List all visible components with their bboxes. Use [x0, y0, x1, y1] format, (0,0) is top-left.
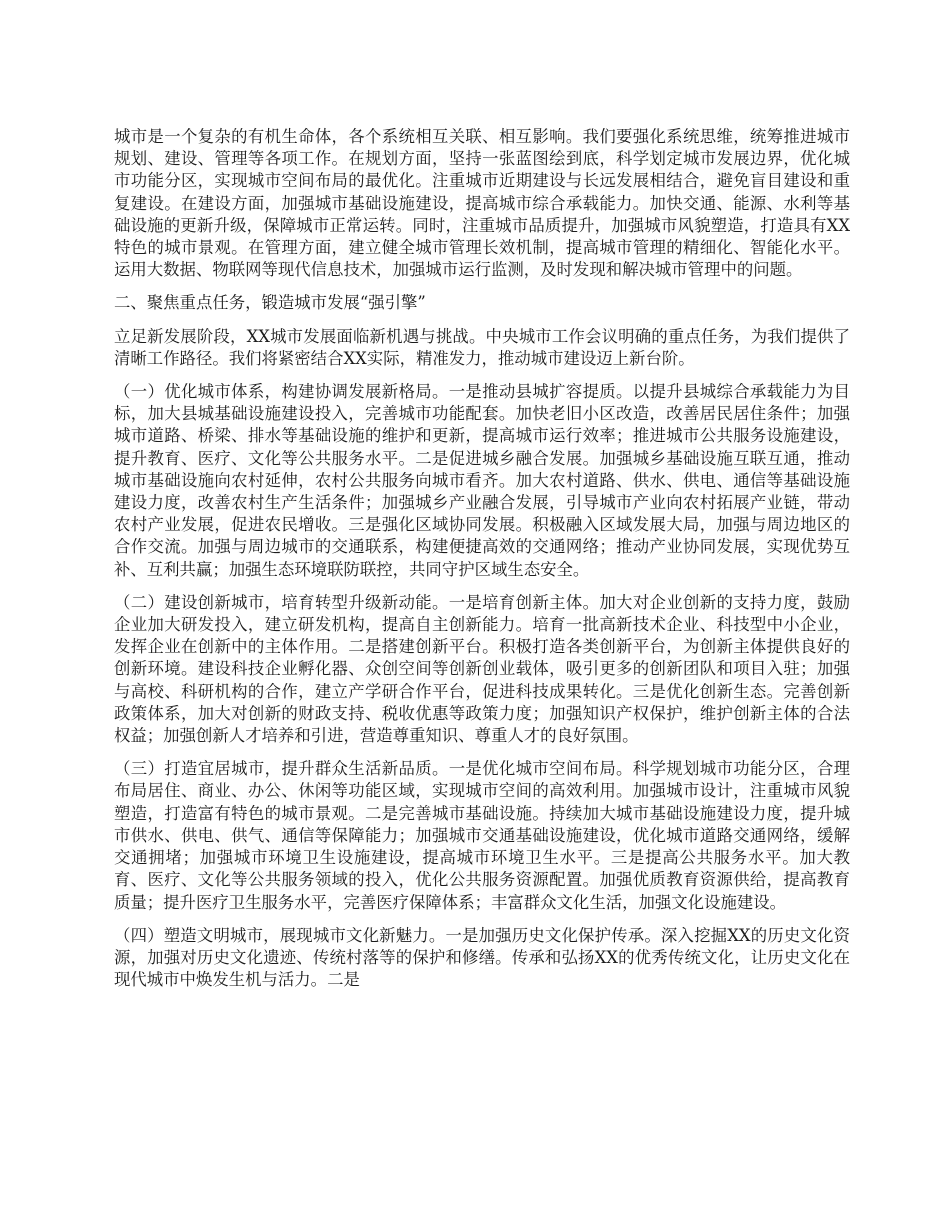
paragraph-city-system: 城市是一个复杂的有机生命体，各个系统相互关联、相互影响。我们要强化系统思维，统筹推进城市规划、建设、管理等各项工作。在规划方面，坚持一张蓝图绘到底，科学划定城市发展边界，优化城市功能分区，实现城市空间布局的最优化。注重城市近期建设与长远发展相结合，避免盲目建设和重复建设。在建设方面，加强城市基础设施建设，提高城市综合承载能力。加快交通、能源、水利等基础设施的更新升级，保障城市正常运转。同时，注重城市品质提升，加强城市风貌塑造，打造具有XX特色的城市景观。在管理方面，建立健全城市管理长效机制，提高城市管理的精细化、智能化水平。运用大数据、物联网等现代信息技术，加强城市运行监测，及时发现和解决城市管理中的问题。 — [114, 127, 850, 280]
section-heading-2: 二、聚焦重点任务，锻造城市发展“强引擎” — [114, 293, 426, 313]
paragraph-subsection-1: （一）优化城市体系，构建协调发展新格局。一是推动县城扩容提质。以提升县城综合承载能力为目标，加大县城基础设施建设投入，完善城市功能配套。加快老旧小区改造，改善居民居住条件；加强城市道路、桥梁、排水等基础设施的维护和更新，提高城市运行效率；推进城市公共服务设施建设，提升教育、医疗、文化等公共服务水平。二是促进城乡融合发展。加强城乡基础设施互联互通，推动城市基础设施向农村延伸，农村公共服务向城市看齐。加大农村道路、供水、供电、通信等基础设施建设力度，改善农村生产生活条件；加强城乡产业融合发展，引导城市产业向农村拓展产业链，带动农村产业发展，促进农民增收。三是强化区域协同发展。积极融入区域发展大局，加强与周边地区的合作交流。加强与周边城市的交通联系，构建便捷高效的交通网络；推动产业协同发展，实现优势互补、互利共赢；加强生态环境联防联控，共同守护区域生态安全。 — [114, 382, 850, 579]
paragraph-subsection-3: （三）打造宜居城市，提升群众生活新品质。一是优化城市空间布局。科学规划城市功能分区，合理布局居住、商业、办公、休闲等功能区域，实现城市空间的高效利用。加强城市设计，注重城市风貌塑造，打造富有特色的城市景观。二是完善城市基础设施。持续加大城市基础设施建设力度，提升城市供水、供电、供气、通信等保障能力；加强城市交通基础设施建设，优化城市道路交通网络，缓解交通拥堵；加强城市环境卫生设施建设，提高城市环境卫生水平。三是提高公共服务水平。加大教育、医疗、文化等公共服务领域的投入，优化公共服务资源配置。加强优质教育资源供给，提高教育质量；提升医疗卫生服务水平，完善医疗保障体系；丰富群众文化生活，加强文化设施建设。 — [114, 759, 850, 912]
paragraph-new-stage: 立足新发展阶段，XX城市发展面临新机遇与挑战。中央城市工作会议明确的重点任务，为我们提供了清晰工作路径。我们将紧密结合XX实际，精准发力，推动城市建设迈上新台阶。 — [114, 326, 850, 368]
paragraph-subsection-4: （四）塑造文明城市，展现城市文化新魅力。一是加强历史文化保护传承。深入挖掘XX的历史文化资源，加强对历史文化遗迹、传统村落等的保护和修缮。传承和弘扬XX的优秀传统文化，让历史文化在现代城市中焕发生机与活力。二是 — [114, 925, 850, 990]
document-body — [114, 126, 850, 1002]
paragraph-subsection-2: （二）建设创新城市，培育转型升级新动能。一是培育创新主体。加大对企业创新的支持力度，鼓励企业加大研发投入，建立研发机构，提高自主创新能力。培育一批高新技术企业、科技型中小企业，发挥企业在创新中的主体作用。二是搭建创新平台。积极打造各类创新平台，为创新主体提供良好的创新环境。建设科技企业孵化器、众创空间等创新创业载体，吸引更多的创新团队和项目入驻；加强与高校、科研机构的合作，建立产学研合作平台，促进科技成果转化。三是优化创新生态。完善创新政策体系，加大对创新的财政支持、税收优惠等政策力度；加强知识产权保护，维护创新主体的合法权益；加强创新人才培养和引进，营造尊重知识、尊重人才的良好氛围。 — [114, 592, 850, 746]
